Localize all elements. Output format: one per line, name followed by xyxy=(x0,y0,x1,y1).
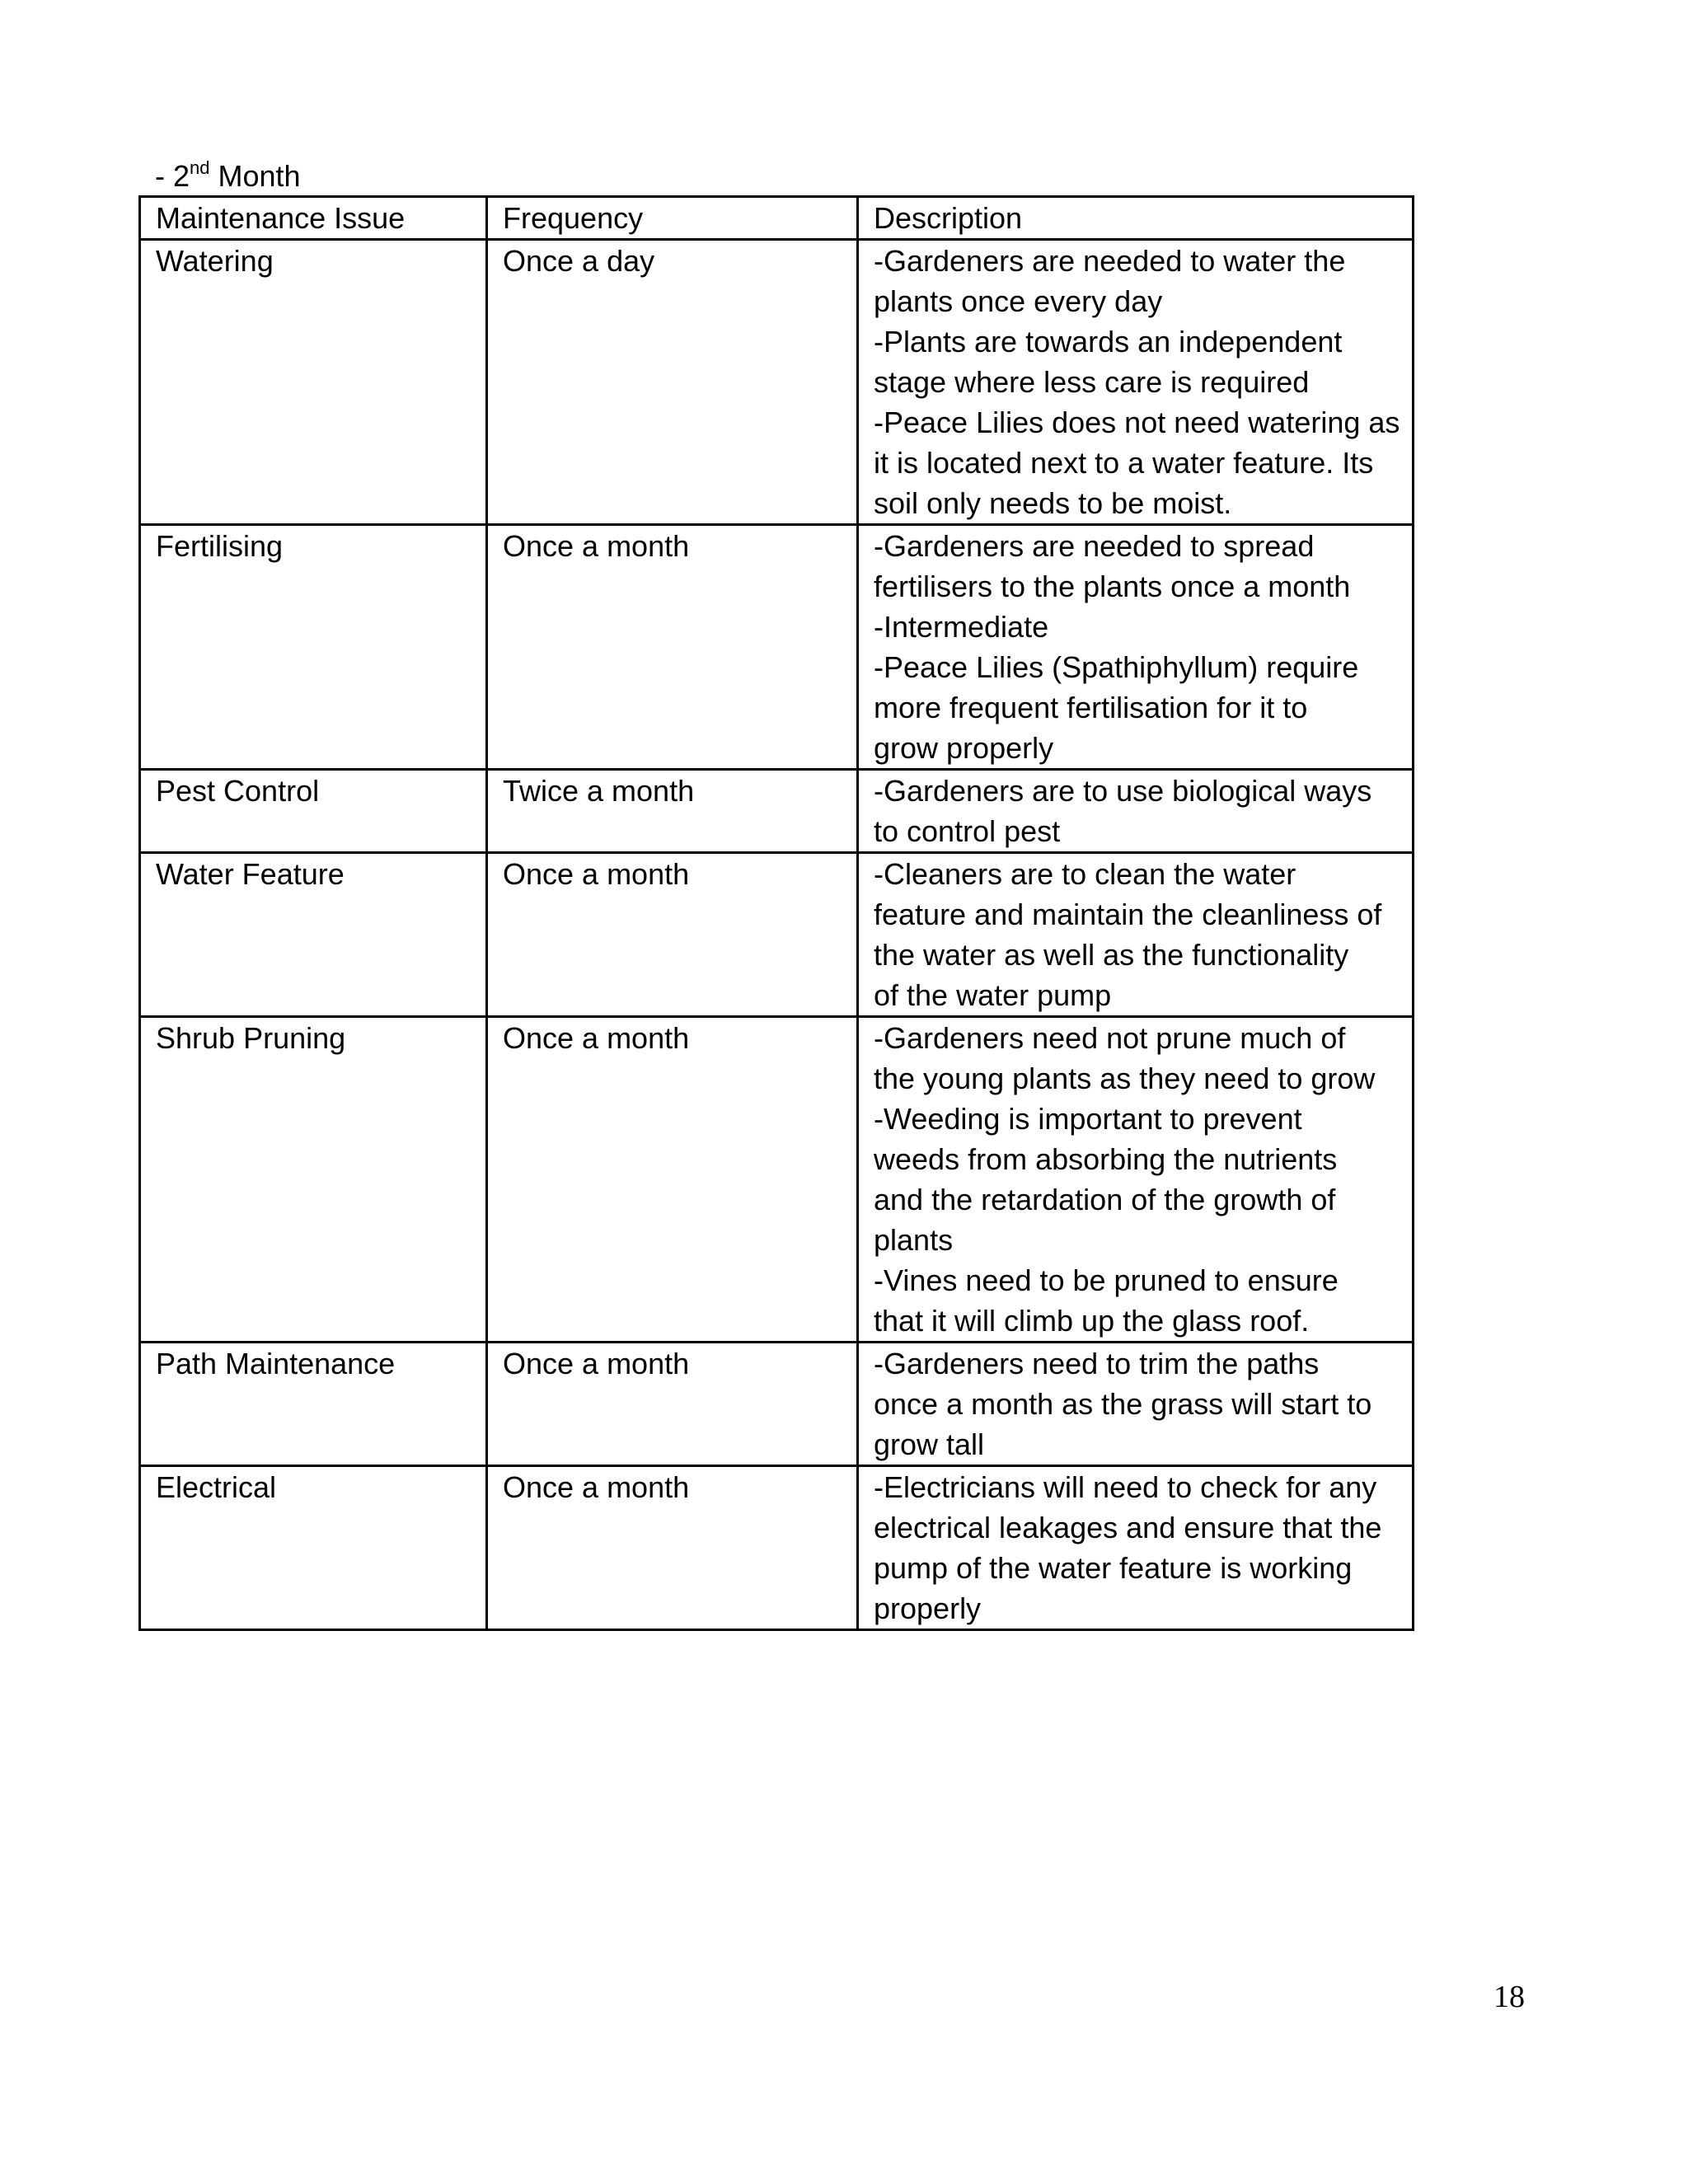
cell-description xyxy=(858,770,1414,853)
page-number: 18 xyxy=(1493,1980,1525,2014)
cell-maintenance-issue: Pest Control xyxy=(140,770,487,853)
heading-superscript: nd xyxy=(190,157,210,178)
description-line: -Gardeners need not prune much of xyxy=(874,1021,1346,1055)
cell-description xyxy=(858,1343,1414,1466)
description-line: -Plants are towards an independent xyxy=(874,325,1343,359)
table-row xyxy=(140,525,1414,770)
cell-frequency: Once a month xyxy=(487,1017,858,1343)
description-line: pump of the water feature is working xyxy=(874,1551,1353,1585)
cell-maintenance-issue: Path Maintenance xyxy=(140,1343,487,1466)
heading-suffix: Month xyxy=(209,159,301,193)
description-line: properly xyxy=(874,1591,982,1625)
description-line: -Gardeners are needed to water the xyxy=(874,244,1346,278)
header-description: Description xyxy=(858,197,1414,240)
description-line: feature and maintain the cleanliness of xyxy=(874,898,1382,931)
description-line: plants once every day xyxy=(874,284,1163,318)
description-line: stage where less care is required xyxy=(874,365,1310,399)
table-row xyxy=(140,1017,1414,1343)
description-line: -Electricians will need to check for any xyxy=(874,1470,1377,1504)
description-line: -Weeding is important to prevent xyxy=(874,1102,1302,1136)
description-line: grow properly xyxy=(874,731,1054,765)
description-line: -Peace Lilies (Spathiphyllum) require xyxy=(874,650,1359,684)
description-line: -Intermediate xyxy=(874,610,1049,644)
cell-description xyxy=(858,1466,1414,1630)
description-line: plants xyxy=(874,1223,954,1257)
table-header-row xyxy=(140,197,1414,240)
cell-maintenance-issue: Watering xyxy=(140,240,487,525)
cell-maintenance-issue: Electrical xyxy=(140,1466,487,1630)
cell-description xyxy=(858,853,1414,1017)
description-line: once a month as the grass will start to xyxy=(874,1387,1372,1421)
cell-maintenance-issue: Water Feature xyxy=(140,853,487,1017)
cell-frequency: Twice a month xyxy=(487,770,858,853)
cell-description xyxy=(858,525,1414,770)
cell-frequency: Once a month xyxy=(487,853,858,1017)
cell-frequency: Once a day xyxy=(487,240,858,525)
cell-maintenance-issue: Fertilising xyxy=(140,525,487,770)
header-frequency: Frequency xyxy=(487,197,858,240)
description-line: -Gardeners are needed to spread xyxy=(874,529,1315,563)
cell-description xyxy=(858,240,1414,525)
heading-prefix: - 2 xyxy=(155,159,190,193)
table-row xyxy=(140,1343,1414,1466)
cell-frequency: Once a month xyxy=(487,525,858,770)
description-line: -Gardeners are to use biological ways xyxy=(874,774,1372,808)
description-line: more frequent fertilisation for it to xyxy=(874,691,1308,724)
description-line: of the water pump xyxy=(874,978,1112,1012)
description-line: the water as well as the functionality xyxy=(874,938,1349,972)
description-line: that it will climb up the glass roof. xyxy=(874,1304,1310,1338)
description-line: to control pest xyxy=(874,814,1061,848)
cell-frequency: Once a month xyxy=(487,1466,858,1630)
description-line: -Vines need to be pruned to ensure xyxy=(874,1263,1339,1297)
description-line: electrical leakages and ensure that the xyxy=(874,1511,1382,1544)
cell-maintenance-issue: Shrub Pruning xyxy=(140,1017,487,1343)
table-row xyxy=(140,770,1414,853)
description-line: it is located next to a water feature. Its xyxy=(874,446,1374,480)
description-line: soil only needs to be moist. xyxy=(874,486,1232,520)
cell-description xyxy=(858,1017,1414,1343)
description-line: grow tall xyxy=(874,1427,985,1461)
description-line: fertilisers to the plants once a month xyxy=(874,569,1351,603)
maintenance-table xyxy=(138,195,1414,1631)
description-line: -Peace Lilies does not need watering as xyxy=(874,405,1400,439)
table-row xyxy=(140,240,1414,525)
cell-frequency: Once a month xyxy=(487,1343,858,1466)
description-line: weeds from absorbing the nutrients xyxy=(874,1142,1338,1176)
table-body xyxy=(140,240,1414,1630)
section-heading xyxy=(155,157,301,196)
description-line: and the retardation of the growth of xyxy=(874,1183,1336,1216)
table-row xyxy=(140,1466,1414,1630)
table-row xyxy=(140,853,1414,1017)
description-line: -Gardeners need to trim the paths xyxy=(874,1347,1320,1380)
description-line: -Cleaners are to clean the water xyxy=(874,857,1296,891)
header-maintenance-issue: Maintenance Issue xyxy=(140,197,487,240)
description-line: the young plants as they need to grow xyxy=(874,1062,1376,1095)
